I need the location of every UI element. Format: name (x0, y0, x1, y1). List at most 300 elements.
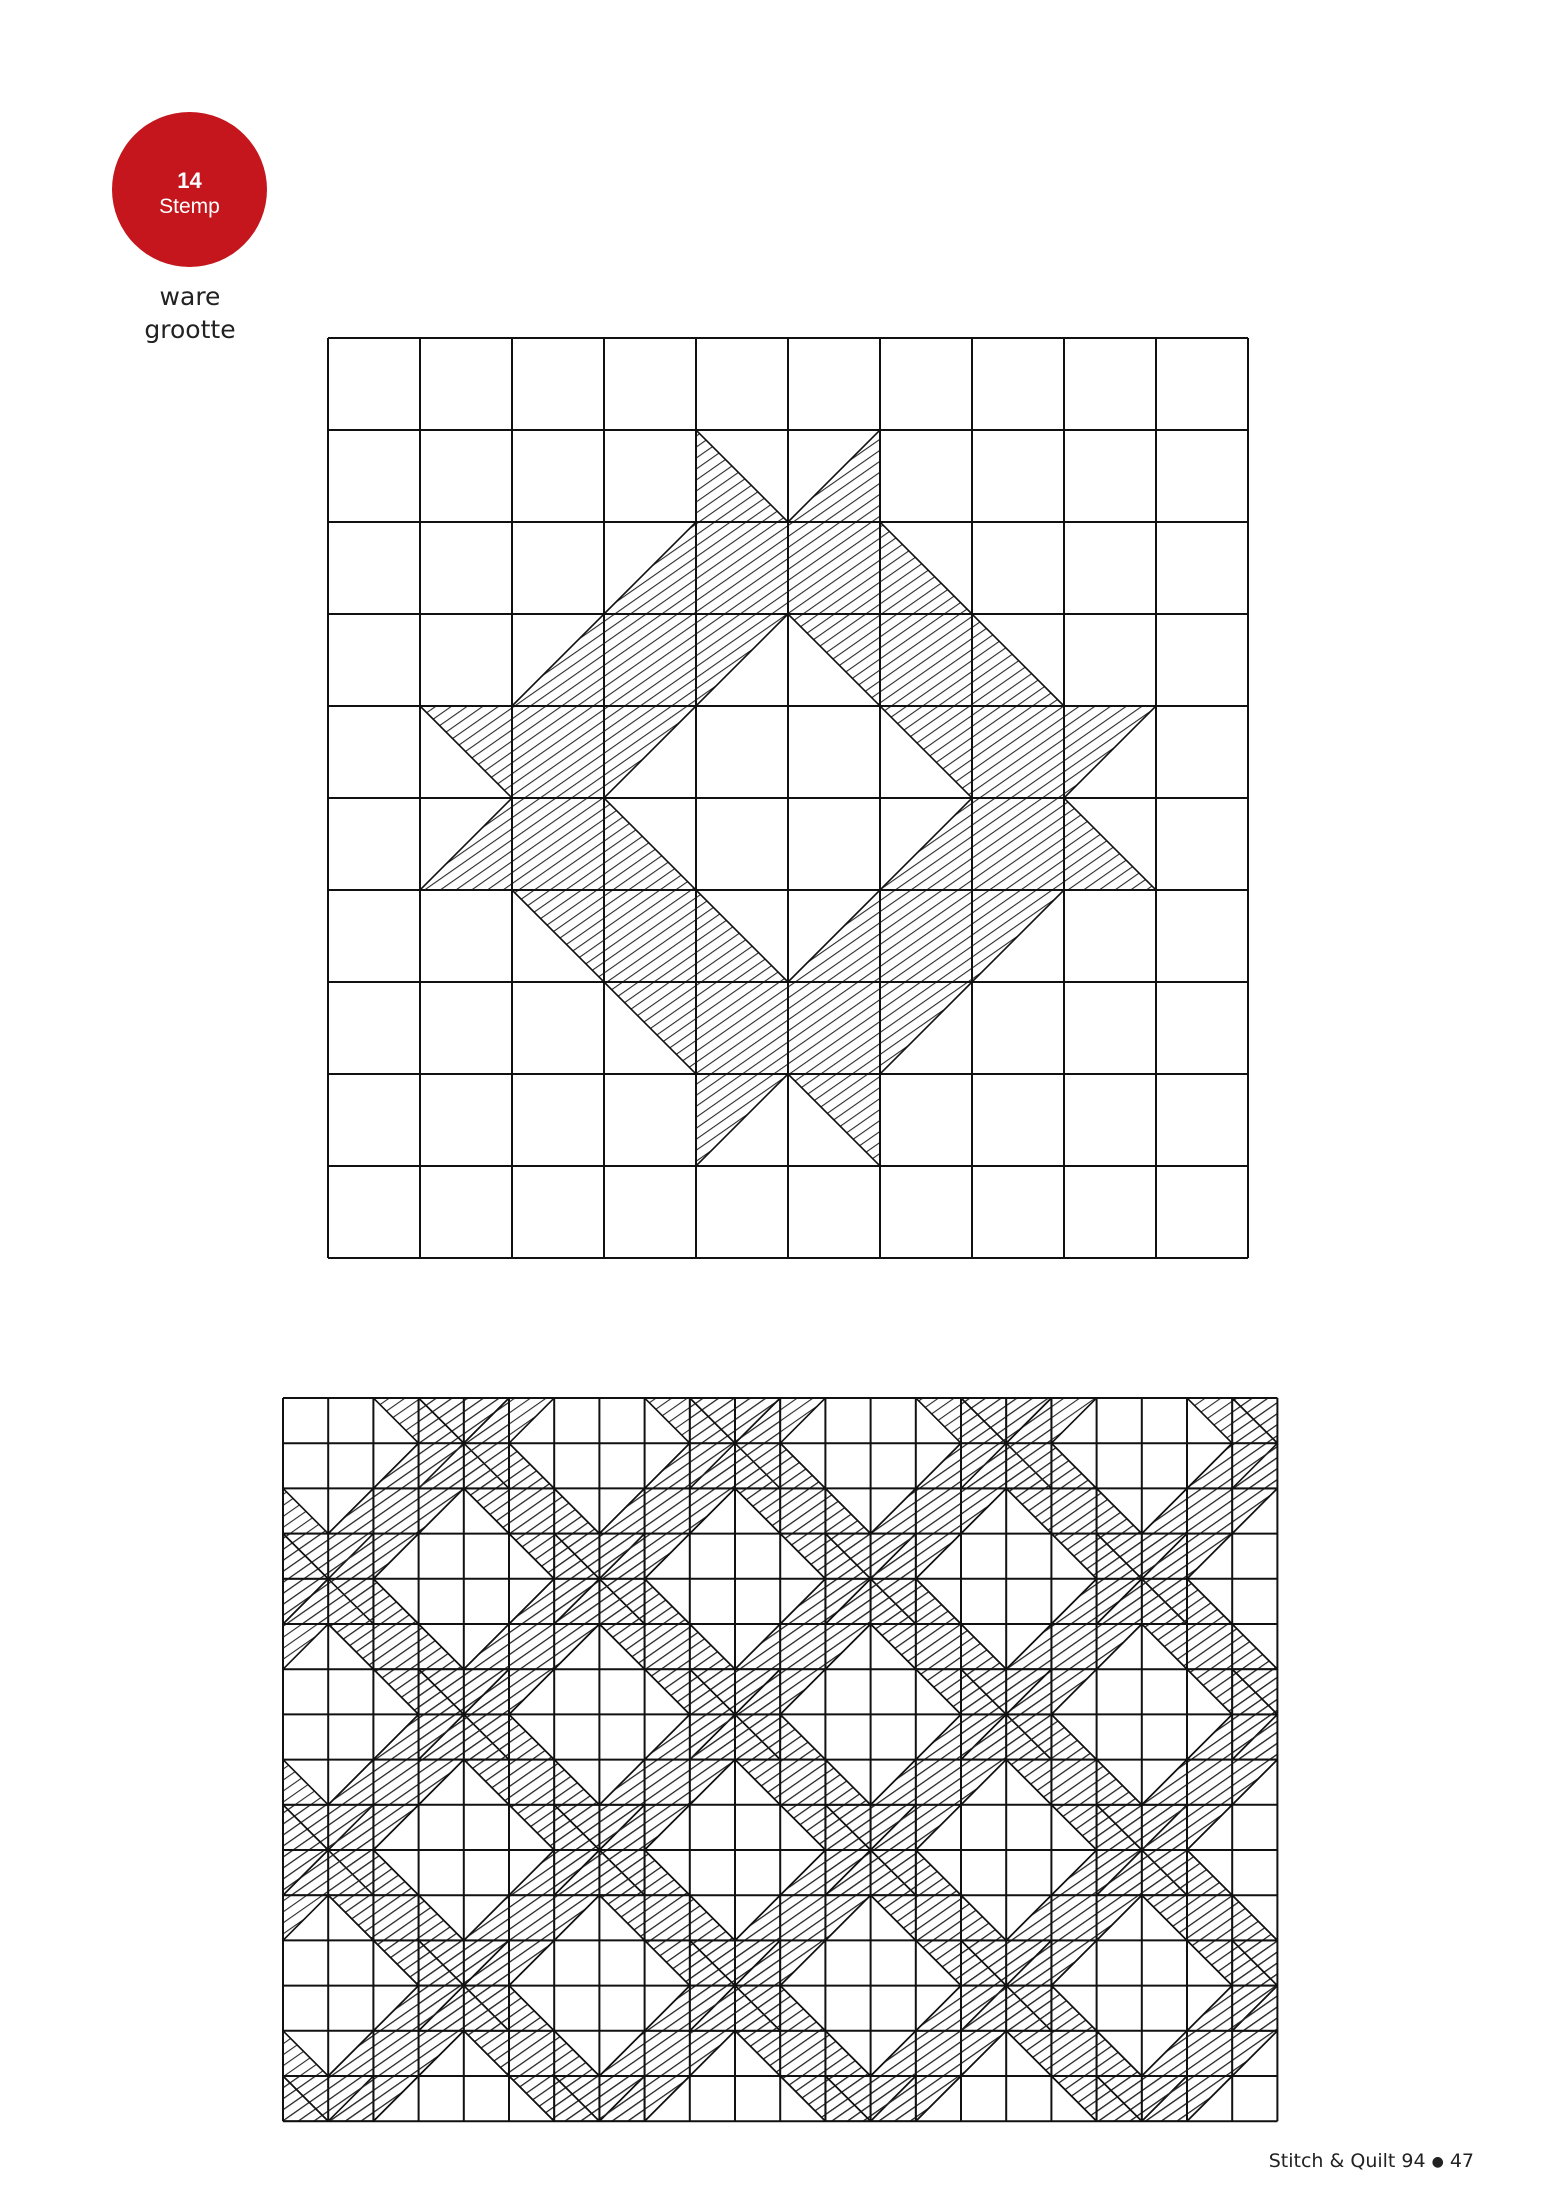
shaded-square (238, 2166, 283, 2205)
shaded-square (916, 1353, 961, 1398)
shaded-triangle (1413, 2166, 1458, 2205)
shaded-square (696, 982, 788, 1074)
shaded-square (1458, 2031, 1503, 2076)
shaded-triangle (1277, 1443, 1322, 1488)
shaded-square (1097, 2121, 1142, 2166)
shaded-square (1323, 1353, 1368, 1398)
shaded-triangle (509, 2121, 554, 2166)
shaded-square (780, 1488, 825, 1533)
shaded-triangle (1142, 1353, 1187, 1398)
shaded-square (238, 1760, 283, 1805)
shaded-triangle (1503, 1624, 1548, 1669)
shaded-triangle (1323, 1443, 1368, 1488)
shaded-square (825, 2121, 870, 2166)
shaded-square (1368, 1579, 1413, 1624)
shaded-triangle (1323, 1579, 1368, 1624)
shaded-square (916, 2166, 961, 2205)
shaded-square (1006, 1714, 1051, 1759)
shaded-triangle (1323, 1308, 1368, 1353)
shaded-square (1368, 1534, 1413, 1579)
shaded-triangle (1051, 1308, 1096, 1353)
shaded-triangle (238, 1398, 283, 1443)
shaded-triangle (147, 1669, 192, 1714)
shaded-square (780, 1760, 825, 1805)
shaded-square (690, 1443, 735, 1488)
shaded-triangle (1458, 1398, 1503, 1443)
shaded-square (238, 1895, 283, 1940)
shaded-square (1277, 1443, 1322, 1488)
shaded-triangle (825, 2166, 870, 2205)
shaded-square (1232, 1714, 1277, 1759)
shaded-square (373, 1624, 418, 1669)
shaded-square (1458, 1353, 1503, 1398)
shaded-triangle (147, 1714, 192, 1759)
shaded-square (373, 2166, 418, 2205)
shaded-square (1277, 1940, 1322, 1985)
shaded-triangle (1368, 1488, 1413, 1533)
shaded-triangle (1413, 2031, 1458, 2076)
shaded-triangle (1323, 1850, 1368, 1895)
shaded-square (645, 2166, 690, 2205)
shaded-triangle (1503, 1760, 1548, 1805)
shaded-triangle (1503, 1895, 1548, 1940)
shaded-triangle (1277, 1714, 1322, 1759)
shaded-triangle (554, 2121, 599, 2166)
shaded-triangle (1277, 1760, 1322, 1805)
shaded-triangle (1277, 2166, 1322, 2205)
shaded-square (972, 798, 1064, 890)
shaded-triangle (238, 1308, 283, 1353)
shaded-triangle (871, 2166, 916, 2205)
shaded-triangle (193, 1624, 238, 1669)
shaded-square (1413, 2076, 1458, 2121)
shaded-square (238, 1488, 283, 1533)
shaded-triangle (916, 2121, 961, 2166)
shaded-triangle (1323, 1534, 1368, 1579)
shaded-square (328, 1850, 373, 1895)
shaded-square (1142, 2121, 1187, 2166)
shaded-square (1503, 1398, 1548, 1443)
shaded-square (1323, 2031, 1368, 2076)
shaded-triangle (1368, 1805, 1413, 1850)
shaded-triangle (599, 2166, 644, 2205)
shaded-square (1142, 2121, 1187, 2166)
shaded-square (599, 2121, 644, 2166)
shaded-square (1051, 1895, 1096, 1940)
shaded-square (871, 2121, 916, 2166)
shaded-triangle (147, 1986, 192, 2031)
shaded-triangle (1277, 1398, 1322, 1443)
shaded-square (1458, 1488, 1503, 1533)
shaded-square (1368, 1579, 1413, 1624)
shaded-square (193, 1398, 238, 1443)
shaded-square (1323, 1488, 1368, 1533)
shaded-triangle (1503, 1488, 1548, 1533)
shaded-triangle (780, 1308, 825, 1353)
shaded-triangle (1277, 1488, 1322, 1533)
shaded-square (1413, 1579, 1458, 1624)
shaded-square (1277, 1714, 1322, 1759)
shaded-square (1458, 2166, 1503, 2205)
shaded-triangle (1142, 2121, 1187, 2166)
shaded-triangle (238, 1443, 283, 1488)
shaded-square (1413, 1850, 1458, 1895)
shaded-square (880, 614, 972, 706)
shaded-triangle (1368, 2076, 1413, 2121)
shaded-triangle (509, 1308, 554, 1353)
shaded-triangle (1368, 2031, 1413, 2076)
shaded-triangle (328, 1353, 373, 1398)
shaded-triangle (1323, 1805, 1368, 1850)
badge-number: 14 (177, 168, 202, 193)
shaded-square (599, 2076, 644, 2121)
shaded-square (238, 1353, 283, 1398)
shaded-triangle (1232, 1353, 1277, 1398)
shaded-square (1142, 1534, 1187, 1579)
shaded-triangle (238, 1850, 283, 1895)
shaded-triangle (1323, 2076, 1368, 2121)
shaded-triangle (1368, 1850, 1413, 1895)
shaded-square (1323, 1760, 1368, 1805)
shaded-square (1277, 1714, 1322, 1759)
shaded-triangle (599, 2121, 644, 2166)
shaded-square (871, 1850, 916, 1895)
shaded-triangle (464, 1353, 509, 1398)
shaded-square (1368, 2076, 1413, 2121)
shaded-triangle (283, 1353, 328, 1398)
shaded-square (1413, 1308, 1458, 1353)
shaded-square (1051, 1624, 1096, 1669)
shaded-triangle (554, 1262, 599, 1307)
shaded-square (1051, 1353, 1096, 1398)
shaded-triangle (1277, 1986, 1322, 2031)
shaded-square (780, 2166, 825, 2205)
shaded-square (373, 2031, 418, 2076)
shaded-triangle (871, 1353, 916, 1398)
shaded-square (1458, 1895, 1503, 1940)
shaded-triangle (735, 2166, 780, 2205)
shaded-triangle (1368, 1624, 1413, 1669)
shaded-square (193, 1940, 238, 1985)
shaded-triangle (1413, 1805, 1458, 1850)
shaded-square (1006, 1443, 1051, 1488)
shaded-square (1368, 1850, 1413, 1895)
shaded-square (780, 2031, 825, 2076)
shaded-square (825, 1308, 870, 1353)
shaded-square (1051, 2031, 1096, 2076)
shaded-square (1277, 1669, 1322, 1714)
shaded-square (1277, 1940, 1322, 1985)
shaded-triangle (193, 1760, 238, 1805)
shaded-square (1142, 1579, 1187, 1624)
shaded-triangle (1097, 1262, 1142, 1307)
shaded-square (1368, 2076, 1413, 2121)
shaded-square (645, 1488, 690, 1533)
shaded-triangle (1097, 2121, 1142, 2166)
shaded-square (509, 2166, 554, 2205)
shaded-square (825, 2121, 870, 2166)
badge-label: Stemp (159, 195, 220, 218)
shaded-triangle (1323, 1940, 1368, 1985)
shaded-triangle (1277, 2031, 1322, 2076)
shaded-square (645, 1760, 690, 1805)
shaded-triangle (1277, 1669, 1322, 1714)
shaded-triangle (328, 2121, 373, 2166)
shaded-square (1323, 1624, 1368, 1669)
shaded-square (1503, 1669, 1548, 1714)
shaded-triangle (1187, 1308, 1232, 1353)
shaded-triangle (1277, 2031, 1322, 2076)
shaded-square (512, 706, 604, 798)
shaded-triangle (1503, 2031, 1548, 2076)
shaded-triangle (1413, 1353, 1458, 1398)
shaded-triangle (328, 2166, 373, 2205)
shaded-triangle (1187, 2121, 1232, 2166)
shaded-square (1187, 1760, 1232, 1805)
shaded-triangle (193, 1353, 238, 1398)
shaded-triangle (1368, 1353, 1413, 1398)
shaded-square (1413, 1534, 1458, 1579)
shaded-triangle (1097, 2121, 1142, 2166)
shaded-triangle (147, 1940, 192, 1985)
shaded-square (509, 2031, 554, 2076)
shaded-square (1323, 2166, 1368, 2205)
shaded-triangle (1142, 2166, 1187, 2205)
shaded-triangle (1323, 1669, 1368, 1714)
shaded-triangle (1458, 1986, 1503, 2031)
shaded-triangle (645, 1308, 690, 1353)
shaded-square (916, 2031, 961, 2076)
shaded-square (1503, 1940, 1548, 1985)
shaded-triangle (238, 2076, 283, 2121)
shaded-triangle (1368, 1760, 1413, 1805)
shaded-triangle (1232, 2166, 1277, 2205)
shaded-triangle (1368, 1488, 1413, 1533)
shaded-square (645, 2166, 690, 2205)
shaded-square (509, 2166, 554, 2205)
shaded-triangle (1323, 1940, 1368, 1985)
shaded-triangle (283, 2166, 328, 2205)
shaded-triangle (871, 1262, 916, 1307)
shaded-square (961, 1986, 1006, 2031)
shaded-square (509, 1624, 554, 1669)
shaded-triangle (554, 2166, 599, 2205)
shaded-square (871, 2121, 916, 2166)
shaded-triangle (599, 1262, 644, 1307)
shaded-triangle (735, 2166, 780, 2205)
shaded-triangle (1549, 1443, 1559, 1488)
shaded-triangle (1323, 1534, 1368, 1579)
shaded-triangle (1413, 1760, 1458, 1805)
shaded-square (1142, 1308, 1187, 1353)
shaded-triangle (238, 1669, 283, 1714)
shaded-square (645, 1353, 690, 1398)
shaded-square (871, 1805, 916, 1850)
shaded-square (464, 1714, 509, 1759)
shaded-square (871, 1579, 916, 1624)
shaded-triangle (1368, 1534, 1413, 1579)
shaded-triangle (1549, 1398, 1559, 1443)
shaded-triangle (1368, 1624, 1413, 1669)
shaded-square (1097, 2121, 1142, 2166)
shaded-triangle (1142, 2166, 1187, 2205)
shaded-square (788, 982, 880, 1074)
shaded-triangle (193, 1488, 238, 1533)
shaded-triangle (1413, 2076, 1458, 2121)
shaded-triangle (645, 2121, 690, 2166)
shaded-triangle (1323, 1398, 1368, 1443)
shaded-triangle (419, 1353, 464, 1398)
shaded-square (599, 1308, 644, 1353)
shaded-square (328, 1579, 373, 1624)
shaded-triangle (1368, 2166, 1413, 2205)
shaded-square (735, 1443, 780, 1488)
magazine-title: Stitch & Quilt 94 (1268, 2150, 1426, 2172)
shaded-triangle (1277, 1895, 1322, 1940)
shaded-square (373, 1760, 418, 1805)
shaded-square (283, 1308, 328, 1353)
shaded-square (599, 1805, 644, 1850)
shaded-triangle (1277, 1624, 1322, 1669)
shaded-triangle (554, 1353, 599, 1398)
shaded-triangle (509, 2121, 554, 2166)
shaded-triangle (283, 1262, 328, 1307)
shaded-triangle (1413, 1895, 1458, 1940)
shaded-square (780, 1895, 825, 1940)
shaded-square (735, 1714, 780, 1759)
shaded-square (604, 614, 696, 706)
shaded-square (1187, 2166, 1232, 2205)
shaded-square (554, 2121, 599, 2166)
shaded-triangle (1458, 1443, 1503, 1488)
bullet-icon: ● (1431, 2153, 1444, 2170)
shaded-triangle (1368, 1760, 1413, 1805)
shaded-triangle (1413, 1850, 1458, 1895)
shaded-triangle (1458, 1714, 1503, 1759)
shaded-triangle (238, 1579, 283, 1624)
shaded-triangle (871, 2121, 916, 2166)
shaded-square (1503, 1986, 1548, 2031)
shaded-square (1368, 1850, 1413, 1895)
shaded-triangle (373, 2121, 418, 2166)
shaded-triangle (1368, 1262, 1413, 1307)
shaded-triangle (1458, 1669, 1503, 1714)
shaded-square (871, 2076, 916, 2121)
shaded-square (788, 522, 880, 614)
shaded-triangle (1549, 1669, 1559, 1714)
shaded-square (419, 1986, 464, 2031)
shaded-triangle (464, 2166, 509, 2205)
shaded-square (419, 1443, 464, 1488)
shaded-square (1323, 1760, 1368, 1805)
shaded-square (554, 1308, 599, 1353)
shaded-triangle (825, 1353, 870, 1398)
shaded-triangle (1006, 2166, 1051, 2205)
shaded-triangle (690, 2166, 735, 2205)
shaded-triangle (1277, 1986, 1322, 2031)
shaded-triangle (1323, 1579, 1368, 1624)
shaded-triangle (1458, 1850, 1503, 1895)
shaded-square (1277, 1398, 1322, 1443)
shaded-square (509, 1895, 554, 1940)
shaded-triangle (1097, 2166, 1142, 2205)
shaded-triangle (599, 1353, 644, 1398)
shaded-triangle (1413, 1488, 1458, 1533)
shaded-triangle (871, 2166, 916, 2205)
shaded-square (961, 1714, 1006, 1759)
shaded-triangle (825, 1262, 870, 1307)
shaded-square (972, 706, 1064, 798)
shaded-triangle (1277, 1940, 1322, 1985)
shaded-square (645, 2031, 690, 2076)
shaded-triangle (1277, 1940, 1322, 1985)
shaded-triangle (1413, 2076, 1458, 2121)
shaded-square (1323, 1624, 1368, 1669)
shaded-square (512, 798, 604, 890)
shaded-triangle (283, 2121, 328, 2166)
shaded-square (509, 1353, 554, 1398)
shaded-triangle (1413, 1805, 1458, 1850)
shaded-triangle (1368, 1579, 1413, 1624)
shaded-triangle (961, 1353, 1006, 1398)
shaded-square (1187, 2166, 1232, 2205)
shaded-triangle (554, 2166, 599, 2205)
shaded-triangle (1368, 2031, 1413, 2076)
shaded-triangle (238, 1805, 283, 1850)
shaded-square (1051, 1760, 1096, 1805)
shaded-triangle (1413, 1534, 1458, 1579)
shaded-square (373, 1895, 418, 1940)
shaded-square (645, 1895, 690, 1940)
shaded-square (916, 1624, 961, 1669)
shaded-triangle (825, 2121, 870, 2166)
shaded-square (328, 1805, 373, 1850)
shaded-square (690, 1986, 735, 2031)
page-number: 47 (1449, 2150, 1474, 2172)
shaded-square (1187, 1895, 1232, 1940)
shaded-triangle (1323, 1986, 1368, 2031)
shaded-square (916, 1760, 961, 1805)
shaded-triangle (1277, 1714, 1322, 1759)
shaded-triangle (1277, 2166, 1322, 2205)
shaded-triangle (283, 2121, 328, 2166)
shaded-triangle (1503, 1353, 1548, 1398)
shaded-triangle (1413, 1262, 1458, 1307)
shaded-triangle (554, 2121, 599, 2166)
shaded-square (1232, 1986, 1277, 2031)
shaded-square (1458, 1760, 1503, 1805)
shaded-square (509, 1760, 554, 1805)
shaded-triangle (1323, 1669, 1368, 1714)
shaded-square (1142, 2076, 1187, 2121)
caption-line-2: grootte (144, 315, 236, 344)
shaded-triangle (238, 1714, 283, 1759)
shaded-square (554, 2121, 599, 2166)
shaded-square (1187, 1624, 1232, 1669)
shaded-square (1458, 1624, 1503, 1669)
shaded-triangle (1413, 1579, 1458, 1624)
shaded-triangle (328, 2166, 373, 2205)
shaded-triangle (1323, 1714, 1368, 1759)
star-quilt-layout-diagram (147, 1262, 1559, 2205)
shaded-triangle (1323, 1714, 1368, 1759)
shaded-triangle (1458, 2076, 1503, 2121)
shaded-triangle (599, 2166, 644, 2205)
shaded-triangle (1323, 1986, 1368, 2031)
shaded-square (193, 1714, 238, 1759)
shaded-triangle (1458, 1534, 1503, 1579)
shaded-square (880, 890, 972, 982)
